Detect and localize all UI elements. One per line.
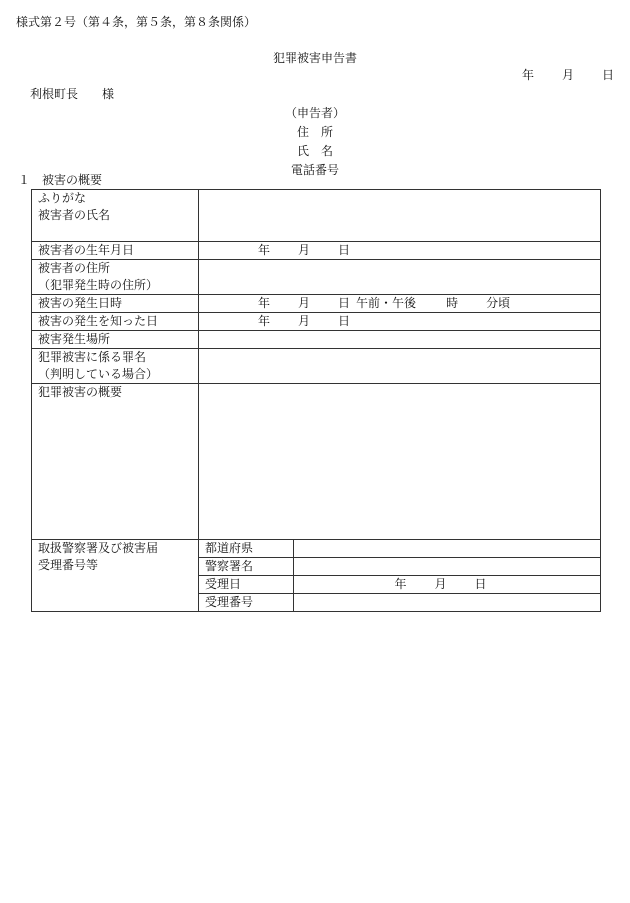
victim-name-label: 被害者の氏名 [38,208,111,222]
known-date-label: 被害の発生を知った日 [32,313,199,331]
row-known-date [32,313,601,331]
furigana-label: ふりがな [38,191,87,205]
known-month-label: 月 [298,314,311,328]
hour-label: 時 [446,296,459,310]
received-month-label: 月 [434,577,447,591]
occurred-month-label: 月 [298,296,311,310]
document-title: 犯罪被害申告書 [272,51,357,65]
police-label: 取扱警察署及び被害届 [38,541,159,555]
station-label: 警察署名 [199,558,293,576]
occurred-at-label: 被害の発生日時 [32,295,199,313]
row-occurred-at [32,295,601,313]
known-day-label: 日 [338,314,351,328]
prefecture-label: 都道府県 [199,540,293,558]
applicant-address-label: 住 所 [296,125,333,139]
minute-label: 分頃 [486,296,511,310]
known-date-field[interactable] [199,313,601,331]
form-number: 様式第２号（第４条，第５条，第８条関係） [16,15,257,29]
row-birthdate [32,242,601,260]
victim-address-field[interactable] [199,260,601,295]
birth-day-label: 日 [338,243,351,257]
received-year-label: 年 [394,577,407,591]
received-day-label: 日 [474,577,487,591]
date-month-label: 月 [562,68,575,82]
addressee: 利根町長 様 [30,87,115,101]
place-label: 被害発生場所 [32,331,199,349]
number-label: 受理番号 [199,594,293,612]
applicant-phone-label: 電話番号 [290,163,339,177]
victim-address-label: 被害者の住所 [38,261,111,275]
applicant-label: （申告者） [284,106,345,120]
known-year-label: 年 [258,314,271,328]
row-police [32,540,601,612]
birth-month-label: 月 [298,243,311,257]
date-day-label: 日 [602,68,615,82]
crime-name-field[interactable] [199,349,601,384]
number-field[interactable] [293,594,600,612]
summary-field[interactable] [199,384,601,540]
ampm-label: 午前・午後 [356,296,417,310]
section-heading: １ 被害の概要 [18,173,103,187]
occurred-at-field[interactable] [199,295,601,313]
summary-label: 犯罪被害の概要 [32,384,199,540]
prefecture-field[interactable] [293,540,600,558]
received-date-field[interactable] [293,576,600,594]
date-year-label: 年 [522,68,535,82]
birth-year-label: 年 [258,243,271,257]
birthdate-field[interactable] [199,242,601,260]
occurred-year-label: 年 [258,296,271,310]
damage-summary-table [31,189,601,612]
row-victim-name [32,190,601,242]
victim-address-note: （犯罪発生時の住所） [38,278,159,292]
victim-name-field[interactable] [199,190,601,242]
crime-name-note: （判明している場合） [38,367,159,381]
police-subtable [199,540,600,611]
applicant-name-label: 氏 名 [296,144,333,158]
received-label: 受理日 [199,576,293,594]
occurred-day-label: 日 [338,296,351,310]
row-address [32,260,601,295]
row-place [32,331,601,349]
place-field[interactable] [199,331,601,349]
birthdate-label: 被害者の生年月日 [32,242,199,260]
station-field[interactable] [293,558,600,576]
applicant-block [0,104,630,180]
police-label-2: 受理番号等 [38,558,99,572]
row-crime-name [32,349,601,384]
row-summary [32,384,601,540]
crime-name-label: 犯罪被害に係る罪名 [38,350,147,364]
